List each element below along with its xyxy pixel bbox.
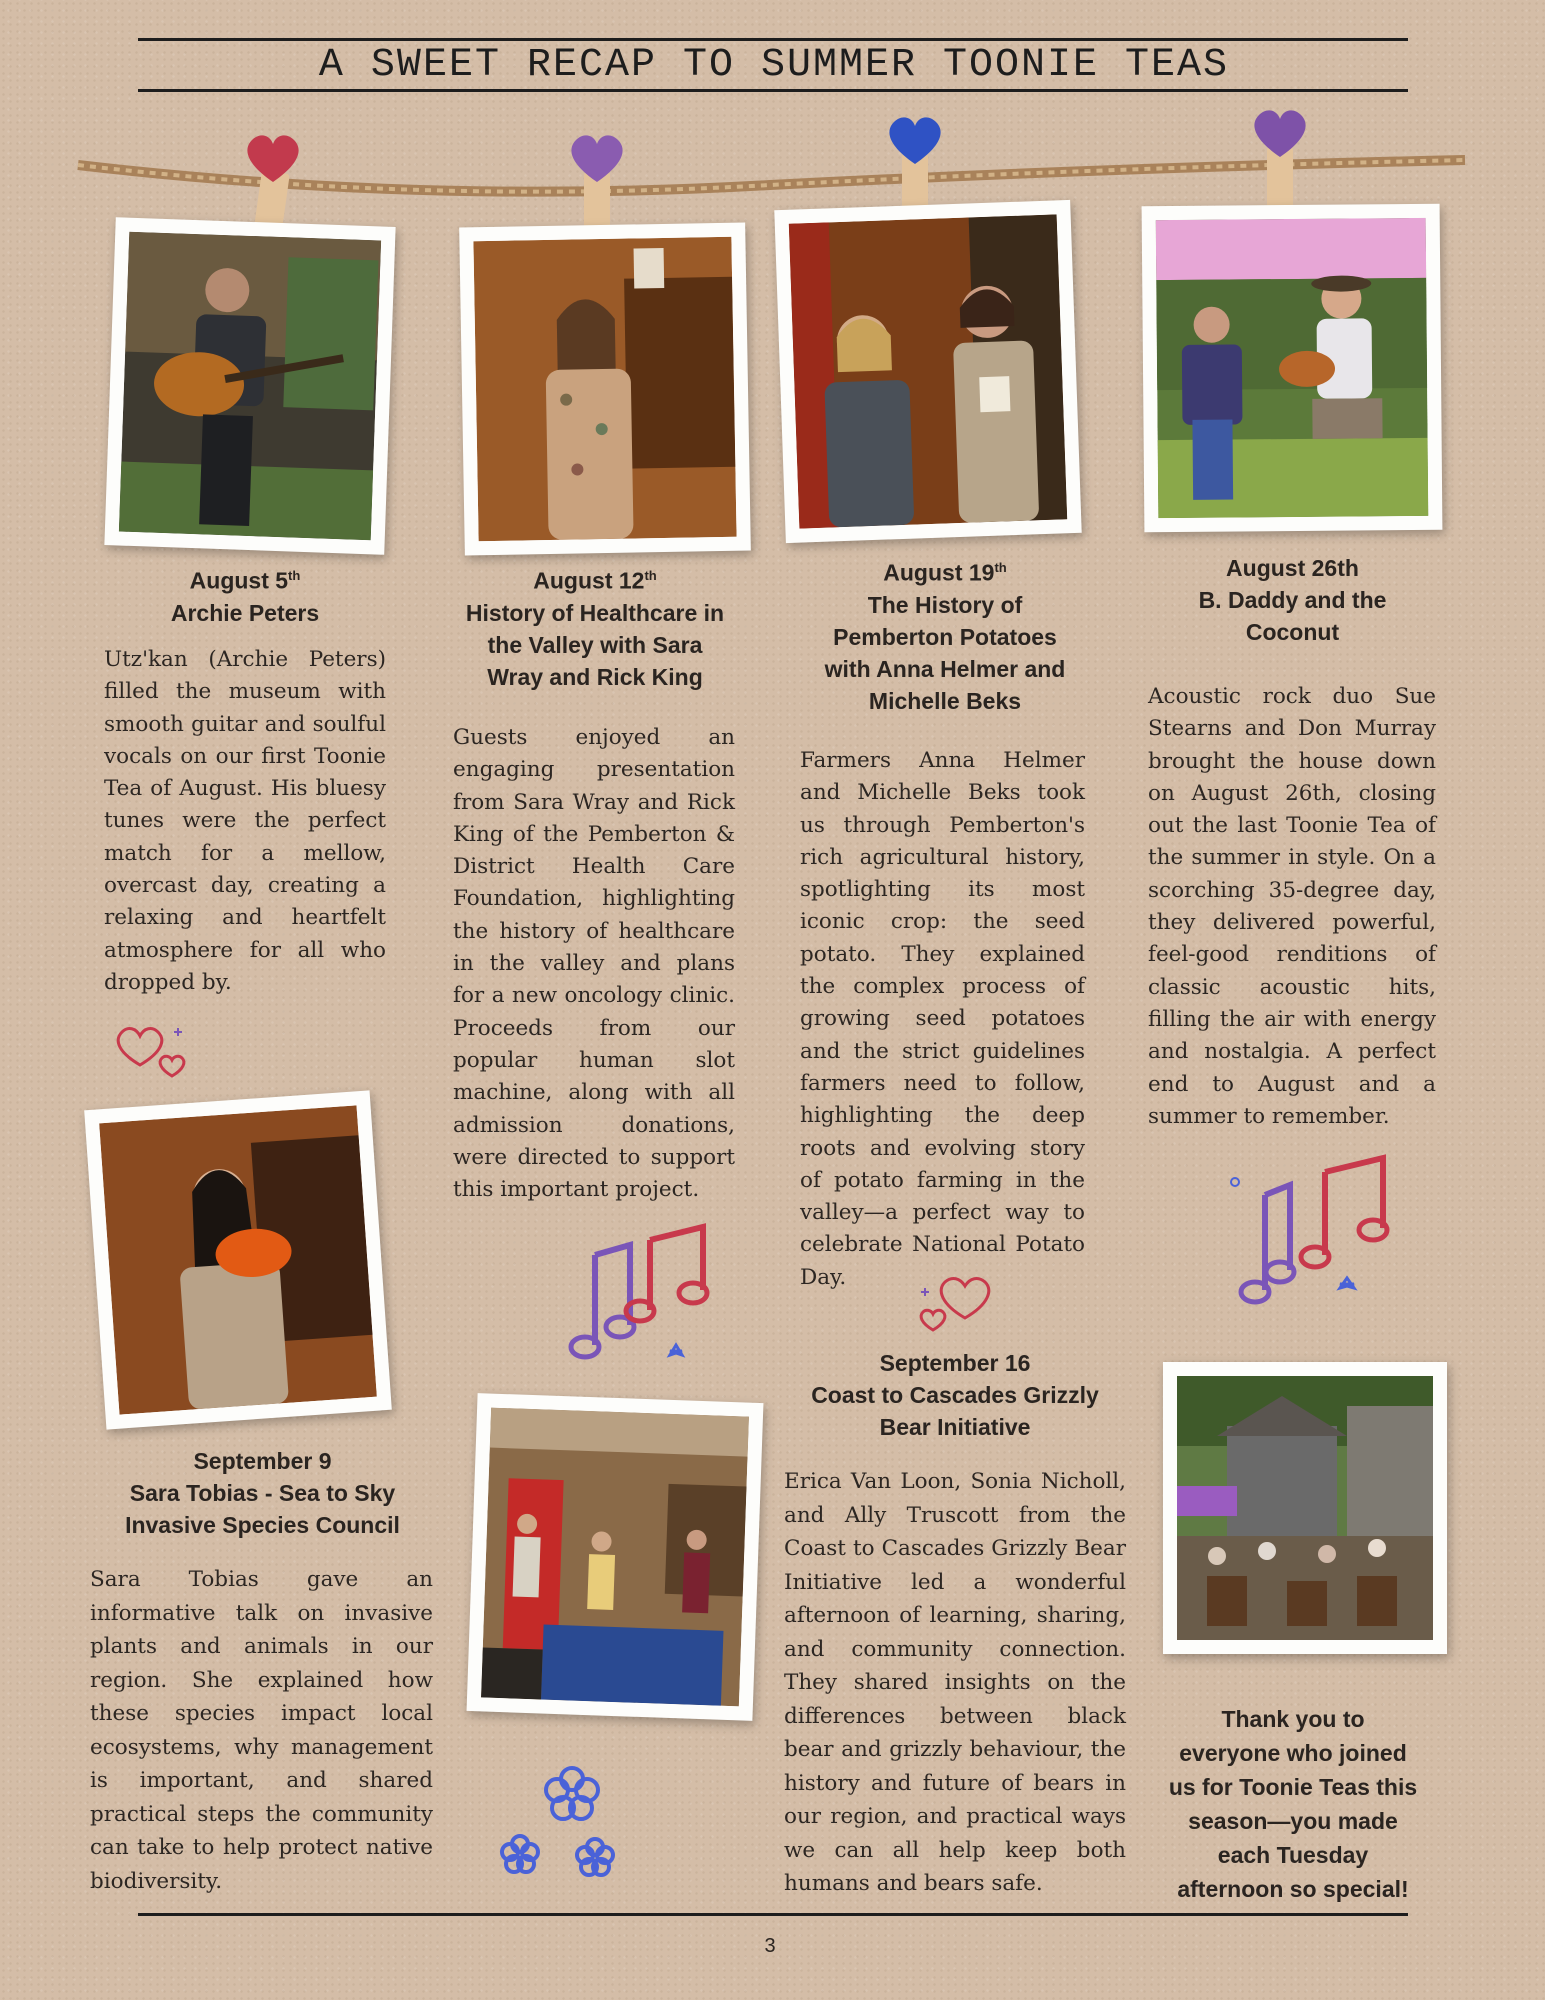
page-title: A SWEET RECAP TO SUMMER TOONIE TEAS: [318, 43, 1230, 88]
event-date: September 9: [193, 1448, 332, 1474]
photo-b-daddy-coconut: [1142, 204, 1443, 533]
event-date-suffix: th: [288, 568, 301, 583]
photo-sara-wray: [459, 223, 751, 556]
thank-you-message: [1148, 1702, 1438, 1906]
photo-museum-gathering: [1163, 1362, 1447, 1654]
event-title-line: the Valley with Sara: [487, 631, 703, 658]
page-number: 3: [764, 1935, 776, 1957]
event-body-aug12: Guests enjoyed an engaging presentation from Sara Wray and Rick King of the Pemberton & District Health Care Foundation, highlighting the history of healthcare in the valley and plans for a new oncology clinic. Proceeds from our popular human slot machine, along with all admission donations, were directed to support this important project.: [453, 725, 735, 1203]
event-date: August 12: [533, 567, 645, 594]
event-heading-sep9: [95, 1445, 430, 1541]
event-heading-aug5: [100, 560, 390, 629]
photo-sara-tobias: [84, 1090, 392, 1429]
purple-heart-pin-icon-2: [1245, 95, 1315, 215]
event-title-line: Coconut: [1245, 619, 1340, 645]
event-date: August 26th: [1226, 555, 1359, 581]
event-title-line: Michelle Beks: [868, 687, 1022, 714]
thanks-line: season—you made: [1188, 1808, 1398, 1834]
event-heading-aug12: [440, 560, 750, 693]
music-notes-doodle-icon-2: [1205, 1140, 1390, 1320]
thanks-line: everyone who joined: [1179, 1740, 1407, 1766]
event-title-line: The History of: [867, 591, 1023, 618]
thanks-line: us for Toonie Teas this: [1168, 1774, 1418, 1800]
thanks-line: afternoon so special!: [1177, 1876, 1409, 1902]
bottom-rule: [138, 1913, 1408, 1916]
event-date-suffix: th: [644, 568, 657, 583]
event-date: August 5: [189, 567, 289, 594]
photo-archie-peters: [104, 217, 395, 555]
event-title-line: Invasive Species Council: [125, 1512, 400, 1538]
hearts-doodle-icon-2: [905, 1270, 1000, 1340]
event-body-sep9: Sara Tobias gave an informative talk on invasive plants and animals in our region. She explained how these species impact local ecosystems, why management is important, and shared practical steps the community can take to help protect native biodiversity.: [90, 1567, 433, 1894]
event-title-line: Bear Initiative: [879, 1414, 1031, 1440]
photo-anna-helmer-michelle-beks: [774, 200, 1081, 543]
event-title-line: Pemberton Potatoes: [833, 623, 1057, 650]
photo-grizzly-bear-talk: [467, 1393, 764, 1721]
event-body-aug5: Utz'kan (Archie Peters) filled the museum with smooth guitar and soulful vocals on our first Toonie Tea of August. His bluesy tunes were the perfect match for a mellow, overcast day, creating a relaxing and heartfelt atmosphere for all who dropped by.: [104, 647, 386, 995]
event-date: August 19: [883, 559, 995, 586]
flowers-doodle-icon: [490, 1755, 630, 1890]
event-date: September 16: [879, 1350, 1031, 1376]
hearts-doodle-icon: [110, 1020, 195, 1082]
event-heading-aug26: [1140, 552, 1445, 648]
event-body-aug26: Acoustic rock duo Sue Stearns and Don Murray brought the house down on August 26th, closing out the last Toonie Tea of the summer in style. On a scorching 35-degree day, they delivered powerful, feel-good renditions of classic acoustic hits, filling the air with energy and nostalgia. A perfect end to August and a summer to remember.: [1148, 684, 1436, 1129]
event-heading-sep16: [790, 1347, 1120, 1443]
event-title-line: Coast to Cascades Grizzly: [811, 1382, 1099, 1408]
event-body-sep16: Erica Van Loon, Sonia Nicholl, and Ally Truscott from the Coast to Cascades Grizzly Bear Initiative led a wonderful afternoon of learning, sharing, and community connection. They shared insights on the differences between black bear and grizzly behaviour, the history and future of bears in our region, and practical ways we can all help keep both humans and bears safe.: [784, 1469, 1126, 1896]
thanks-line: Thank you to: [1221, 1706, 1365, 1732]
event-title-line: Wray and Rick King: [487, 663, 703, 690]
event-title-line: Archie Peters: [170, 599, 320, 626]
event-title-line: B. Daddy and the: [1198, 587, 1387, 613]
purple-heart-pin-icon: [562, 120, 632, 235]
event-title-line: History of Healthcare in: [465, 599, 725, 626]
red-heart-pin-icon: [238, 120, 308, 235]
event-body-aug19: Farmers Anna Helmer and Michelle Beks took us through Pemberton's rich agricultural history, spotlighting its most iconic crop: the seed potato. They explained the complex process of growing seed potatoes and the strict guidelines farmers need to follow, highlighting the deep roots and evolving story of potato farming in the valley—a perfect way to celebrate National Potato Day.: [800, 748, 1085, 1290]
event-title-line: with Anna Helmer and: [824, 655, 1066, 682]
event-date-suffix: th: [994, 560, 1007, 575]
event-title-line: Sara Tobias - Sea to Sky: [129, 1480, 396, 1506]
thanks-line: each Tuesday: [1217, 1842, 1369, 1868]
event-heading-aug19: [790, 552, 1100, 717]
music-notes-doodle-icon: [555, 1215, 715, 1375]
